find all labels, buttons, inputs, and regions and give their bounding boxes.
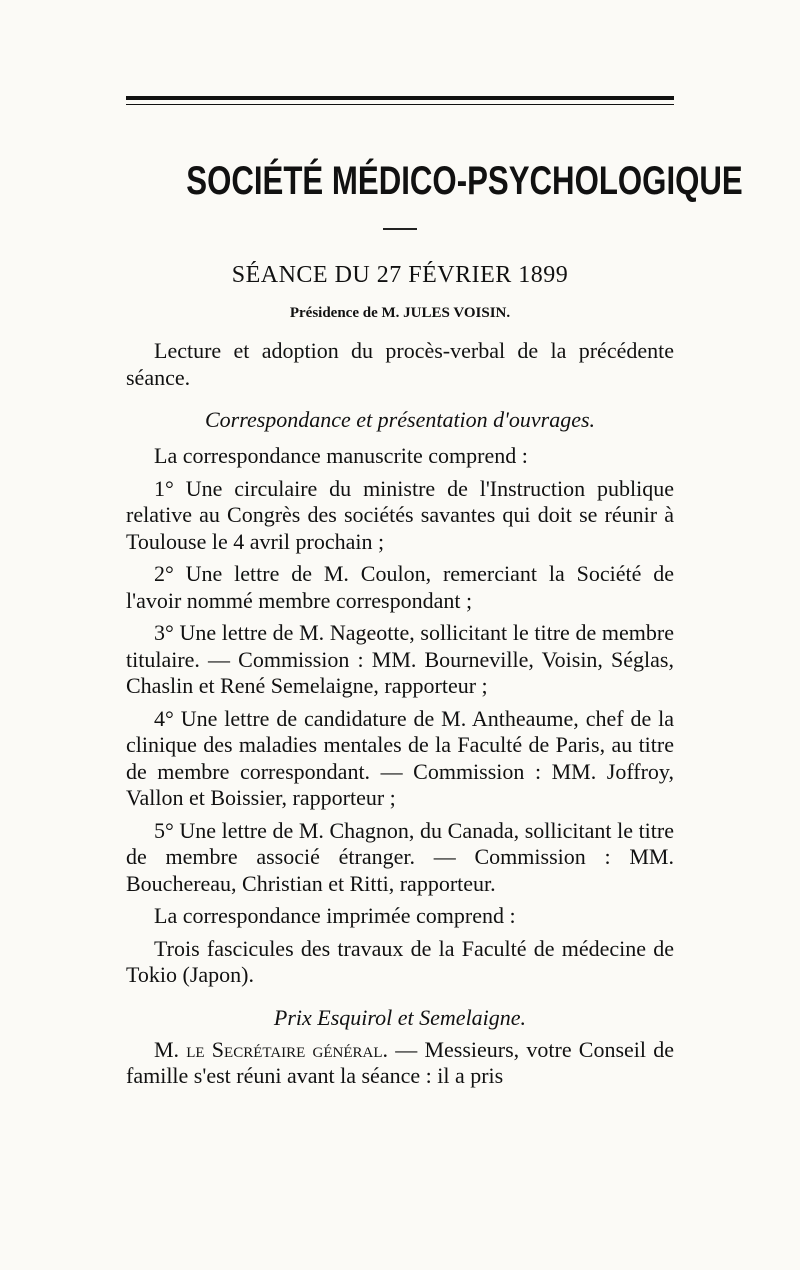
page xyxy=(126,96,743,1090)
correspondance-heading: Correspondance et présentation d'ouvrages. xyxy=(204,407,596,432)
top-rule-thick xyxy=(126,96,674,100)
speaker-name: M. le Secrétaire général. xyxy=(154,1036,389,1062)
corr-item-3: 3° Une lettre de M. Nageotte, sollicitant le titre de membre titulaire. — Commission : MM. Bourneville, Voisin, Séglas, Chaslin et René Semelaigne, rapporteur ; xyxy=(126,620,674,698)
lecture-paragraph: Lecture et adoption du procès-verbal de la précédente séance. xyxy=(126,338,674,390)
corr-item-5: 5° Une lettre de M. Chagnon, du Canada, sollicitant le titre de membre associé étranger. — Commission : MM. Bouchereau, Christian et Ritti, rapporteur. xyxy=(126,817,674,896)
prix-heading: Prix Esquirol et Semelaigne. xyxy=(273,1004,527,1030)
top-rule-thin xyxy=(126,104,674,105)
presidence-line: Présidence de M. JULES VOISIN. xyxy=(289,305,511,321)
corr-imprimee-paragraph: La correspondance imprimée comprend : xyxy=(154,903,516,928)
seance-date: SÉANCE DU 27 FÉVRIER 1899 xyxy=(231,262,569,288)
corr-item-4: 4° Une lettre de candidature de M. Antheaume, chef de la clinique des maladies mentales de la Faculté de Paris, au titre de membre correspondant. — Commission : MM. Joffroy, Vallon et Boissier, rapporteur ; xyxy=(126,705,674,810)
corr-manuscrite-paragraph: La correspondance manuscrite comprend : xyxy=(154,443,528,468)
title-separator xyxy=(383,228,417,230)
fascicules-paragraph: Trois fascicules des travaux de la Faculté de médecine de Tokio (Japon). xyxy=(126,935,674,987)
corr-item-1: 1° Une circulaire du ministre de l'Instruction publique relative au Congrès des sociétés savantes qui doit se réunir à Toulouse le 4 avril prochain ; xyxy=(126,475,674,554)
secretaire-paragraph xyxy=(126,1037,674,1090)
corr-item-2: 2° Une lettre de M. Coulon, remerciant la Société de l'avoir nommé membre correspondant ; xyxy=(126,561,674,613)
speech-text: — Messieurs, votre Conseil de famille s'est réuni avant la séance : il a pris xyxy=(126,1036,675,1088)
society-title: SOCIÉTÉ MÉDICO-PSYCHOLOGIQUE xyxy=(186,159,743,203)
